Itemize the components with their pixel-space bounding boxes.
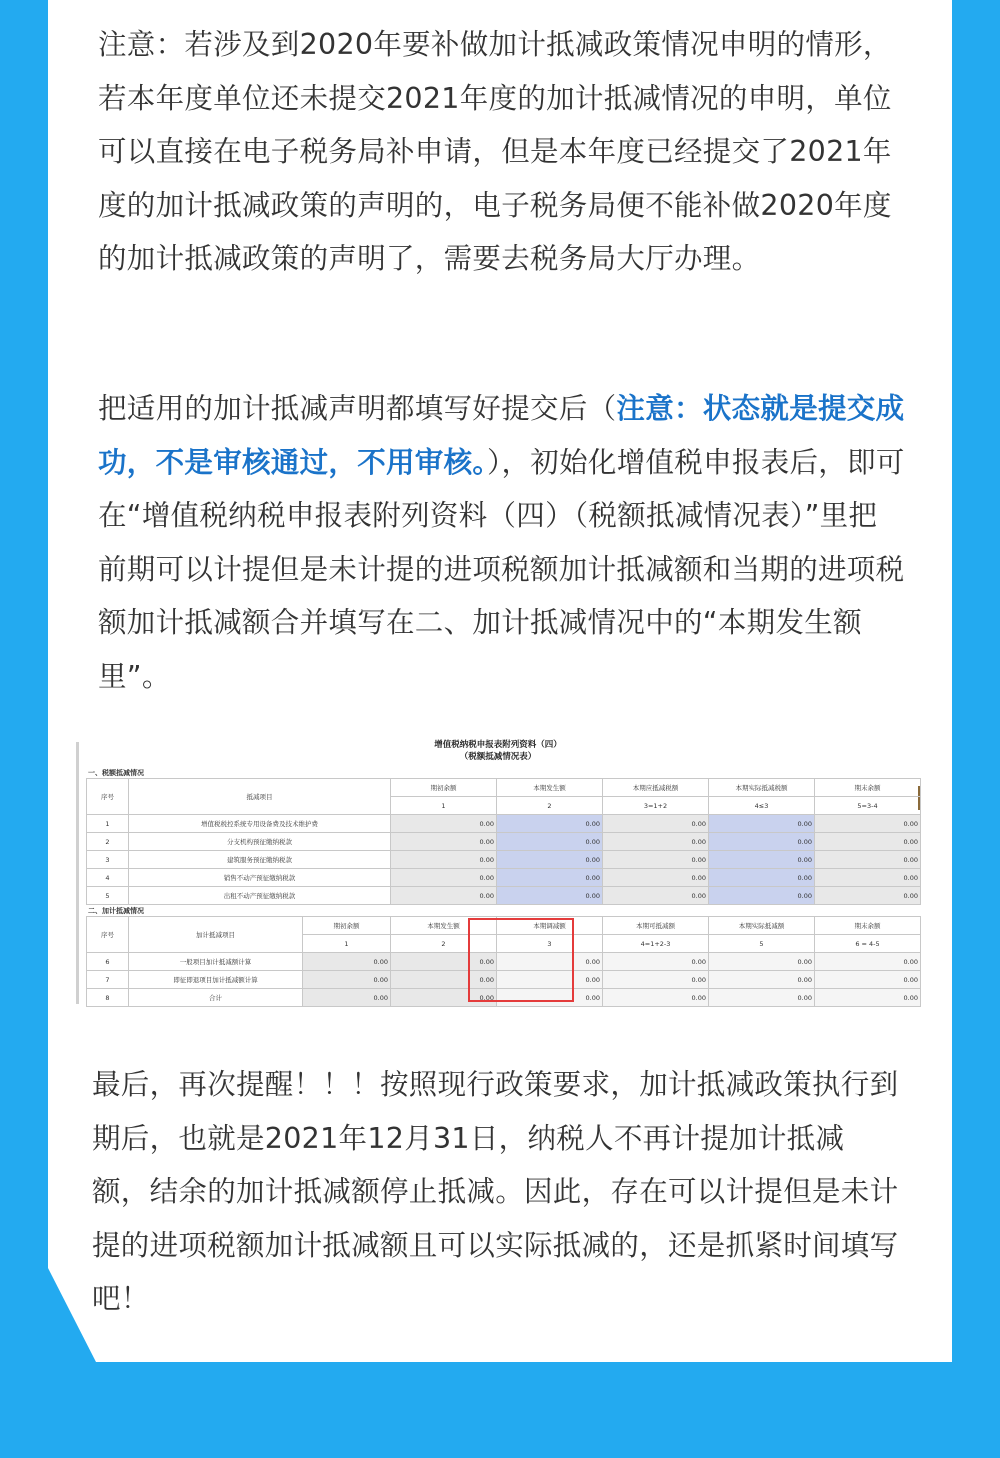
header-cell: 期初余额: [391, 779, 497, 797]
code-cell: 1: [303, 935, 391, 953]
amount-cell[interactable]: 0.00: [497, 971, 603, 989]
amount-cell: 0.00: [497, 989, 603, 1007]
amount-cell[interactable]: 0.00: [391, 869, 497, 887]
code-cell: 3=1+2: [603, 797, 709, 815]
code-cell: 5=3-4: [815, 797, 921, 815]
row-name: 合计: [129, 989, 303, 1007]
amount-cell: 0.00: [603, 833, 709, 851]
table-row: [87, 851, 921, 869]
section1-header-row: [87, 779, 921, 797]
header-cell: 本期发生额: [497, 779, 603, 797]
amount-cell: 0.00: [603, 851, 709, 869]
code-cell: 4=1+2-3: [603, 935, 709, 953]
amount-cell[interactable]: 0.00: [303, 953, 391, 971]
code-cell: 1: [391, 797, 497, 815]
amount-cell: 0.00: [603, 989, 709, 1007]
amount-cell: 0.00: [815, 851, 921, 869]
row-number: 3: [87, 851, 129, 869]
row-number: 4: [87, 869, 129, 887]
amount-cell: 0.00: [603, 869, 709, 887]
row-number: 1: [87, 815, 129, 833]
table-row: [87, 887, 921, 905]
header-cell: 加计抵减项目: [129, 917, 303, 953]
section1-table: [86, 778, 921, 905]
amount-cell[interactable]: 0.00: [709, 971, 815, 989]
row-name: 分支机构预征缴纳税款: [129, 833, 391, 851]
code-cell: 3: [497, 935, 603, 953]
header-cell: 本期调减额: [497, 917, 603, 935]
amount-cell[interactable]: 0.00: [709, 851, 815, 869]
header-cell: 序号: [87, 779, 129, 815]
amount-cell[interactable]: 0.00: [391, 971, 497, 989]
highlight-note: 注意：状态就是提交成功，不是审核通过，不用审核。: [98, 392, 905, 479]
header-cell: 本期实际抵减税额: [709, 779, 815, 797]
row-name: 销售不动产预征缴纳税款: [129, 869, 391, 887]
form-title: 增值税纳税申报表附列资料（四）: [434, 740, 562, 750]
amount-cell[interactable]: 0.00: [497, 815, 603, 833]
instruction-text-end: ），初始化增值税申报表后，即可在“增值税纳税申报表附列资料（四）（税额抵减情况表）”里把前期可以计提但是未计提的进项税额加计抵减额和当期的进项税额加计抵减额合并填写在二、加计抵减情况中的“本期发生额里”。: [98, 445, 905, 693]
row-number: 2: [87, 833, 129, 851]
section1-label: 一、税额抵减情况: [88, 769, 144, 777]
amount-cell[interactable]: 0.00: [709, 833, 815, 851]
amount-cell[interactable]: 0.00: [303, 971, 391, 989]
row-name: 出租不动产预征缴纳税款: [129, 887, 391, 905]
amount-cell[interactable]: 0.00: [391, 833, 497, 851]
header-cell: 期末余额: [815, 779, 921, 797]
instruction-text-start: 把适用的加计抵减声明都填写好提交后（: [98, 392, 617, 425]
code-cell: 2: [497, 797, 603, 815]
reminder-paragraph: 最后，再次提醒！！！按照现行政策要求，加计抵减政策执行到期后，也就是2021年12月31日，纳税人不再计提加计抵减额，结余的加计抵减额停止抵减。因此，存在可以计提但是未计提的进项税额加计抵减额且可以实际抵减的，还是抓紧时间填写吧！: [92, 1068, 899, 1315]
amount-cell[interactable]: 0.00: [497, 869, 603, 887]
code-cell: 6 = 4-5: [815, 935, 921, 953]
row-number: 6: [87, 953, 129, 971]
amount-cell[interactable]: 0.00: [391, 887, 497, 905]
amount-cell: 0.00: [603, 953, 709, 971]
note-paragraph: 注意：若涉及到2020年要补做加计抵减政策情况申明的情形，若本年度单位还未提交2021年度的加计抵减情况的申明，单位可以直接在电子税务局补申请，但是本年度已经提交了2021年度的加计抵减政策的声明的，电子税务局便不能补做2020年度的加计抵减政策的声明了，需要去税务局大厅办理。: [98, 28, 892, 275]
code-cell: 5: [709, 935, 815, 953]
amount-cell[interactable]: 0.00: [709, 869, 815, 887]
code-cell: 4≤3: [709, 797, 815, 815]
amount-cell: 0.00: [815, 869, 921, 887]
amount-cell: 0.00: [815, 989, 921, 1007]
amount-cell: 0.00: [603, 815, 709, 833]
header-cell: 序号: [87, 917, 129, 953]
amount-cell[interactable]: 0.00: [391, 851, 497, 869]
amount-cell: 0.00: [815, 815, 921, 833]
section2-label: 二、加计抵减情况: [88, 907, 144, 915]
table-row: [87, 833, 921, 851]
highlight-box-current-amount: [468, 918, 574, 1002]
amount-cell: 0.00: [603, 887, 709, 905]
header-cell: 期初余额: [303, 917, 391, 935]
amount-cell[interactable]: 0.00: [497, 833, 603, 851]
header-cell: 期末余额: [815, 917, 921, 935]
amount-cell: 0.00: [603, 971, 709, 989]
amount-cell[interactable]: 0.00: [709, 815, 815, 833]
amount-cell[interactable]: 0.00: [497, 851, 603, 869]
table-row: [87, 869, 921, 887]
row-name: 增值税税控系统专用设备费及技术维护费: [129, 815, 391, 833]
instruction-paragraph: [98, 382, 906, 703]
row-name: 一般项目加计抵减额计算: [129, 953, 303, 971]
header-cell: 本期实际抵减额: [709, 917, 815, 935]
row-name: 即征即退项目加计抵减额计算: [129, 971, 303, 989]
form-subtitle: （税额抵减情况表）: [459, 752, 537, 762]
row-number: 5: [87, 887, 129, 905]
header-cell: 本期发生额: [391, 917, 497, 935]
tax-form-screenshot: [76, 738, 920, 1002]
amount-cell: 0.00: [815, 971, 921, 989]
amount-cell[interactable]: 0.00: [497, 953, 603, 971]
row-number: 7: [87, 971, 129, 989]
amount-cell[interactable]: 0.00: [709, 887, 815, 905]
form-left-edge: [76, 742, 79, 1004]
amount-cell: 0.00: [303, 989, 391, 1007]
amount-cell: 0.00: [815, 887, 921, 905]
amount-cell: 0.00: [815, 833, 921, 851]
header-cell: 抵减项目: [129, 779, 391, 815]
amount-cell[interactable]: 0.00: [391, 815, 497, 833]
table-row: [87, 815, 921, 833]
amount-cell[interactable]: 0.00: [497, 887, 603, 905]
amount-cell: 0.00: [709, 989, 815, 1007]
amount-cell[interactable]: 0.00: [709, 953, 815, 971]
row-name: 建筑服务预征缴纳税款: [129, 851, 391, 869]
amount-cell[interactable]: 0.00: [391, 953, 497, 971]
header-cell: 本期应抵减税额: [603, 779, 709, 797]
row-number: 8: [87, 989, 129, 1007]
amount-cell: 0.00: [391, 989, 497, 1007]
code-cell: 2: [391, 935, 497, 953]
header-cell: 本期可抵减额: [603, 917, 709, 935]
amount-cell: 0.00: [815, 953, 921, 971]
